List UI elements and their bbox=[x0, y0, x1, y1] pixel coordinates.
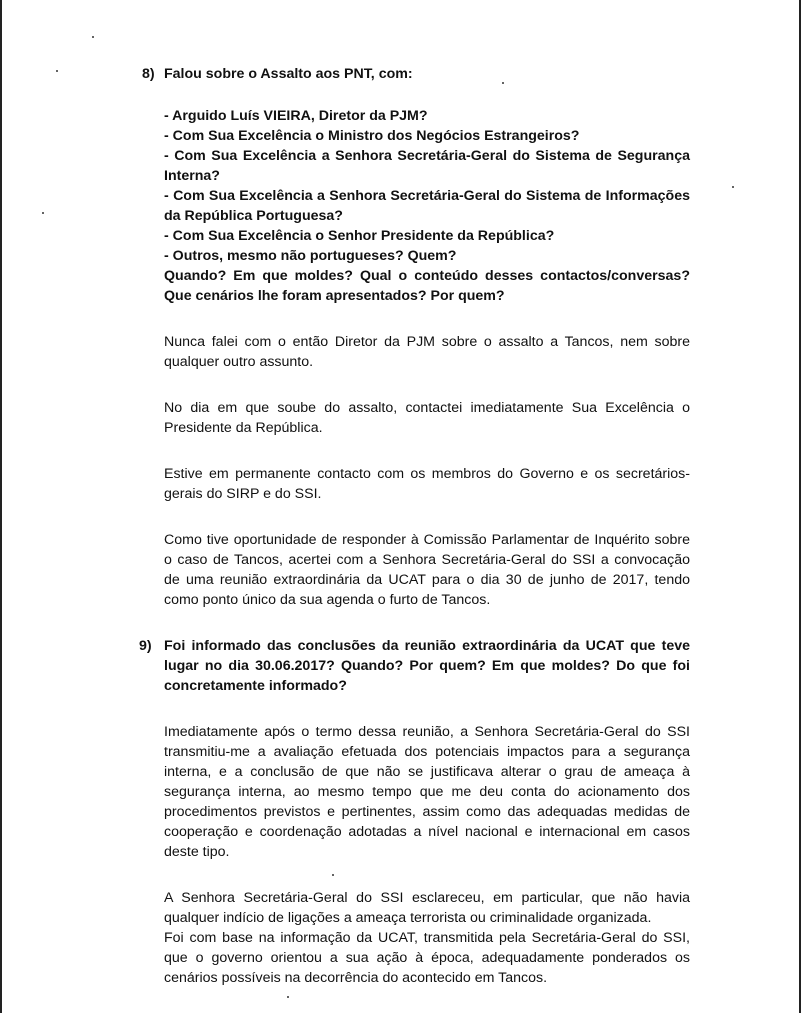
question-8-item: - Com Sua Excelência a Senhora Secretária-Geral do Sistema de Segurança Interna? bbox=[164, 148, 690, 184]
answer-paragraph: A Senhora Secretária-Geral do SSI esclareceu, em particular, que não havia qualquer indício de ligações a ameaça terrorista ou criminalidade organizada. bbox=[164, 890, 690, 926]
answer-paragraph: Imediatamente após o termo dessa reunião, a Senhora Secretária-Geral do SSI transmitiu-me a avaliação efetuada dos potenciais impactos para a segurança interna, e a conclusão de que não se justificava alterar o grau de ameaça à segurança interna, ao mesmo tempo que me deu conta do acionamento dos procedimentos previstos e pertinentes, assim como das adequadas medidas de cooperação e coordenação adotadas a nível nacional e internacional em casos deste tipo. bbox=[164, 724, 690, 860]
question-number: 8) bbox=[142, 66, 155, 82]
question-8-item: - Com Sua Excelência a Senhora Secretária-Geral do Sistema de Informações da República Portuguesa? bbox=[164, 188, 690, 224]
question-8-heading bbox=[142, 64, 690, 84]
question-8-item: - Com Sua Excelência o Senhor Presidente da República? bbox=[164, 228, 555, 244]
answer-paragraph: Estive em permanente contacto com os membros do Governo e os secretários-gerais do SIRP e do SSI. bbox=[164, 466, 690, 502]
answer-paragraph: Como tive oportunidade de responder à Comissão Parlamentar de Inquérito sobre o caso de Tancos, acertei com a Senhora Secretária-Geral do SSI a convocação de uma reunião extraordinária da UCAT para o dia 30 de junho de 2017, tendo como ponto único da sua agenda o furto de Tancos. bbox=[164, 532, 690, 608]
document-body bbox=[139, 64, 690, 988]
question-8-followup: Quando? Em que moldes? Qual o conteúdo desses contactos/conversas? Que cenários lhe foram apresentados? Por quem? bbox=[164, 268, 690, 304]
question-title: Foi informado das conclusões da reunião extraordinária da UCAT que teve lugar no dia 30.06.2017? Quando? Por quem? Em que moldes? Do que foi concretamente informado? bbox=[164, 638, 690, 694]
answer-paragraph: Foi com base na informação da UCAT, transmitida pela Secretária-Geral do SSI, que o governo orientou a sua ação à época, adequadamente ponderados os cenários possíveis na decorrência do acontecido em Tancos. bbox=[164, 930, 690, 986]
scan-speck bbox=[92, 36, 94, 38]
scan-speck bbox=[287, 996, 289, 998]
answer-paragraph: No dia em que soube do assalto, contactei imediatamente Sua Excelência o Presidente da República. bbox=[164, 400, 690, 436]
question-8-item: - Com Sua Excelência o Ministro dos Negócios Estrangeiros? bbox=[164, 128, 580, 144]
scan-speck bbox=[56, 70, 58, 72]
answer-paragraph: Nunca falei com o então Diretor da PJM sobre o assalto a Tancos, nem sobre qualquer outro assunto. bbox=[164, 334, 690, 370]
question-9-heading bbox=[139, 636, 690, 696]
question-title: Falou sobre o Assalto aos PNT, com: bbox=[164, 66, 413, 82]
question-8-item: - Arguido Luís VIEIRA, Diretor da PJM? bbox=[164, 108, 428, 124]
scan-speck bbox=[42, 212, 44, 214]
scan-speck bbox=[732, 186, 734, 188]
question-8-item: - Outros, mesmo não portugueses? Quem? bbox=[164, 248, 457, 264]
question-number: 9) bbox=[139, 638, 152, 654]
